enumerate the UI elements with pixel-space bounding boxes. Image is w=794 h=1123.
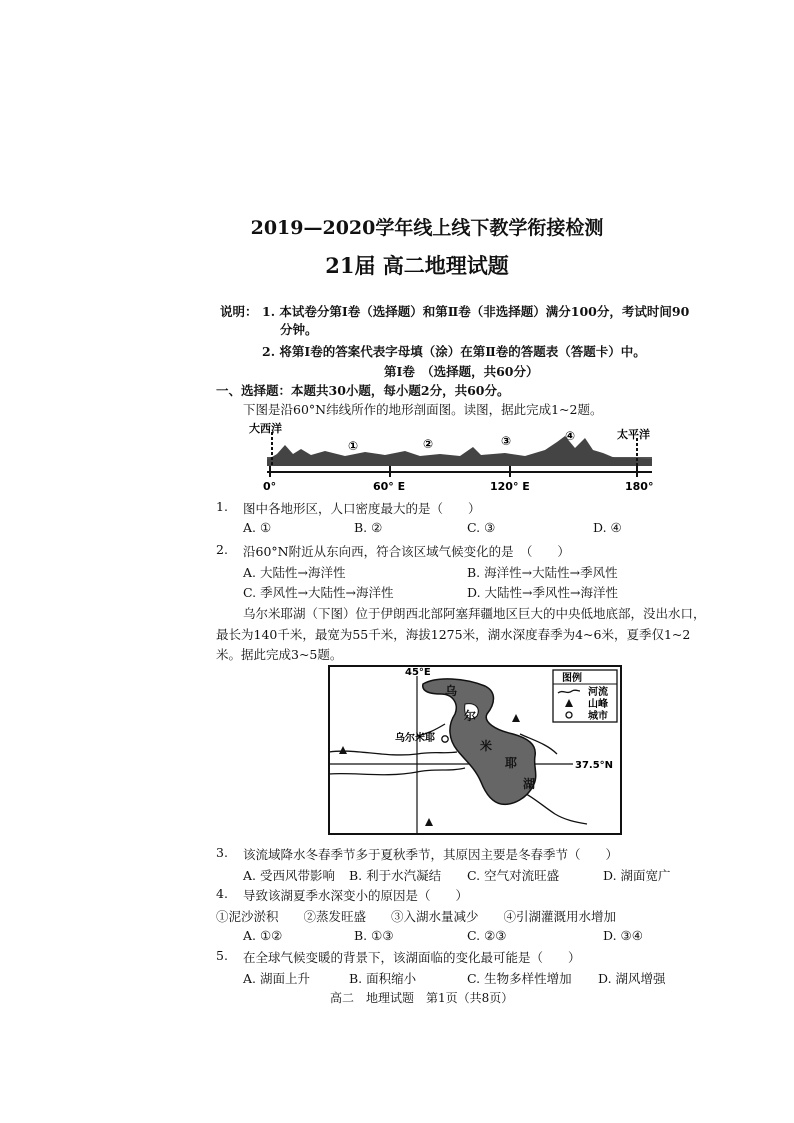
- question-3-option-d: D. 湖面宽广: [603, 868, 671, 883]
- terrain-silhouette: [267, 436, 652, 466]
- lake-char-4: 耶: [505, 756, 518, 770]
- instruction-1: 1. 本试卷分第Ⅰ卷（选择题）和第Ⅱ卷（非选择题）满分100分，考试时间90: [262, 304, 690, 319]
- lake-char-5: 湖: [523, 777, 536, 791]
- lake-passage-line-2: 最长为140千米，最宽为55千米，海拔1275米，湖水深度春季为4~6米，夏季仅1~2: [216, 627, 691, 642]
- city-legend-icon: [566, 712, 572, 718]
- question-2-option-d: D. 大陆性→季风性→海洋性: [467, 585, 618, 600]
- part-title: 一、选择题：本题共30小题，每小题2分，共60分。: [216, 383, 510, 398]
- section-heading: 第Ⅰ卷 （选择题，共60分）: [384, 364, 539, 379]
- label-atlantic: 大西洋: [249, 422, 282, 435]
- question-1-option-a: A. ①: [243, 520, 272, 535]
- question-4-statements: ①泥沙淤积 ②蒸发旺盛 ③入湖水量减少 ④引湖灌溉用水增加: [216, 909, 617, 924]
- question-5-option-a: A. 湖面上升: [243, 971, 310, 986]
- city-label: 乌尔米耶: [395, 733, 435, 744]
- question-5-option-b: B. 面积缩小: [349, 971, 417, 986]
- tick-180: 180°: [625, 480, 654, 493]
- marker-4: ④: [565, 429, 576, 443]
- page-footer: 高二 地理试题 第1页（共8页）: [330, 991, 514, 1005]
- lat-label: 37.5°N: [575, 760, 614, 771]
- question-5-number: 5.: [216, 948, 228, 963]
- question-5-option-d: D. 湖风增强: [598, 971, 666, 986]
- question-4-option-d: D. ③④: [603, 928, 643, 943]
- label-pacific: 太平洋: [617, 428, 650, 441]
- question-2-number: 2.: [216, 542, 228, 557]
- question-3-option-b: B. 利于水汽凝结: [349, 868, 442, 883]
- question-1-stem: 图中各地形区，人口密度最大的是（ ）: [243, 501, 481, 516]
- question-5-option-c: C. 生物多样性增加: [467, 971, 572, 986]
- question-1-option-d: D. ④: [593, 520, 622, 535]
- question-2-option-b: B. 海洋性→大陆性→季风性: [467, 565, 618, 580]
- question-1-number: 1.: [216, 499, 228, 514]
- city-icon: [442, 736, 448, 742]
- tick-0: 0°: [263, 480, 277, 493]
- question-4-option-b: B. ①③: [354, 928, 394, 943]
- question-1-option-b: B. ②: [354, 520, 383, 535]
- question-2-option-a: A. 大陆性→海洋性: [243, 565, 346, 580]
- tick-120e: 120° E: [490, 480, 530, 493]
- terrain-profile-figure: [245, 420, 660, 495]
- question-4-stem: 导致该湖夏季水深变小的原因是（ ）: [243, 888, 469, 903]
- question-2-option-c: C. 季风性→大陆性→海洋性: [243, 585, 394, 600]
- question-4-option-a: A. ①②: [243, 928, 283, 943]
- lake-char-1: 乌: [445, 684, 458, 698]
- question-1-option-c: C. ③: [467, 520, 496, 535]
- marker-3: ③: [501, 434, 512, 448]
- question-4-option-c: C. ②③: [467, 928, 507, 943]
- question-3-stem: 该流域降水冬春季节多于夏秋季节，其原因主要是冬春季节（ ）: [243, 847, 619, 862]
- instructions-label: 说明：: [220, 304, 258, 319]
- question-3-number: 3.: [216, 845, 228, 860]
- lake-passage-line-1: 乌尔米耶湖（下图）位于伊朗西北部阿塞拜疆地区巨大的中央低地底部，没出水口，: [243, 606, 706, 621]
- question-4-number: 4.: [216, 886, 228, 901]
- legend-city: 城市: [588, 711, 608, 722]
- question-3-option-a: A. 受西风带影响: [243, 868, 335, 883]
- marker-2: ②: [423, 437, 434, 451]
- lake-char-3: 米: [480, 739, 493, 753]
- question-2-stem: 沿60°N附近从东向西，符合该区域气候变化的是 （ ）: [243, 544, 570, 559]
- intro-q1-2: 下图是沿60°N纬线所作的地形剖面图。读图，据此完成1~2题。: [243, 402, 603, 417]
- tick-60e: 60° E: [373, 480, 406, 493]
- question-5-stem: 在全球气候变暖的背景下，该湖面临的变化最可能是（ ）: [243, 950, 581, 965]
- lake-passage-line-3: 米。据此完成3~5题。: [216, 647, 343, 662]
- question-3-option-c: C. 空气对流旺盛: [467, 868, 560, 883]
- page-subtitle: 21届 高二地理试题: [325, 253, 509, 278]
- legend-peak: 山峰: [588, 699, 608, 710]
- page-title: 2019—2020学年线上线下教学衔接检测: [250, 217, 604, 239]
- lake-char-2: 尔: [464, 709, 477, 723]
- legend-title: 图例: [562, 673, 582, 684]
- instruction-2: 2. 将第Ⅰ卷的答案代表字母填（涂）在第Ⅱ卷的答题表（答题卡）中。: [262, 344, 646, 359]
- legend-river: 河流: [588, 687, 608, 698]
- lake-map-figure: [325, 664, 625, 839]
- instruction-1-cont: 分钟。: [280, 322, 318, 337]
- lon-label: 45°E: [405, 667, 431, 678]
- marker-1: ①: [348, 439, 359, 453]
